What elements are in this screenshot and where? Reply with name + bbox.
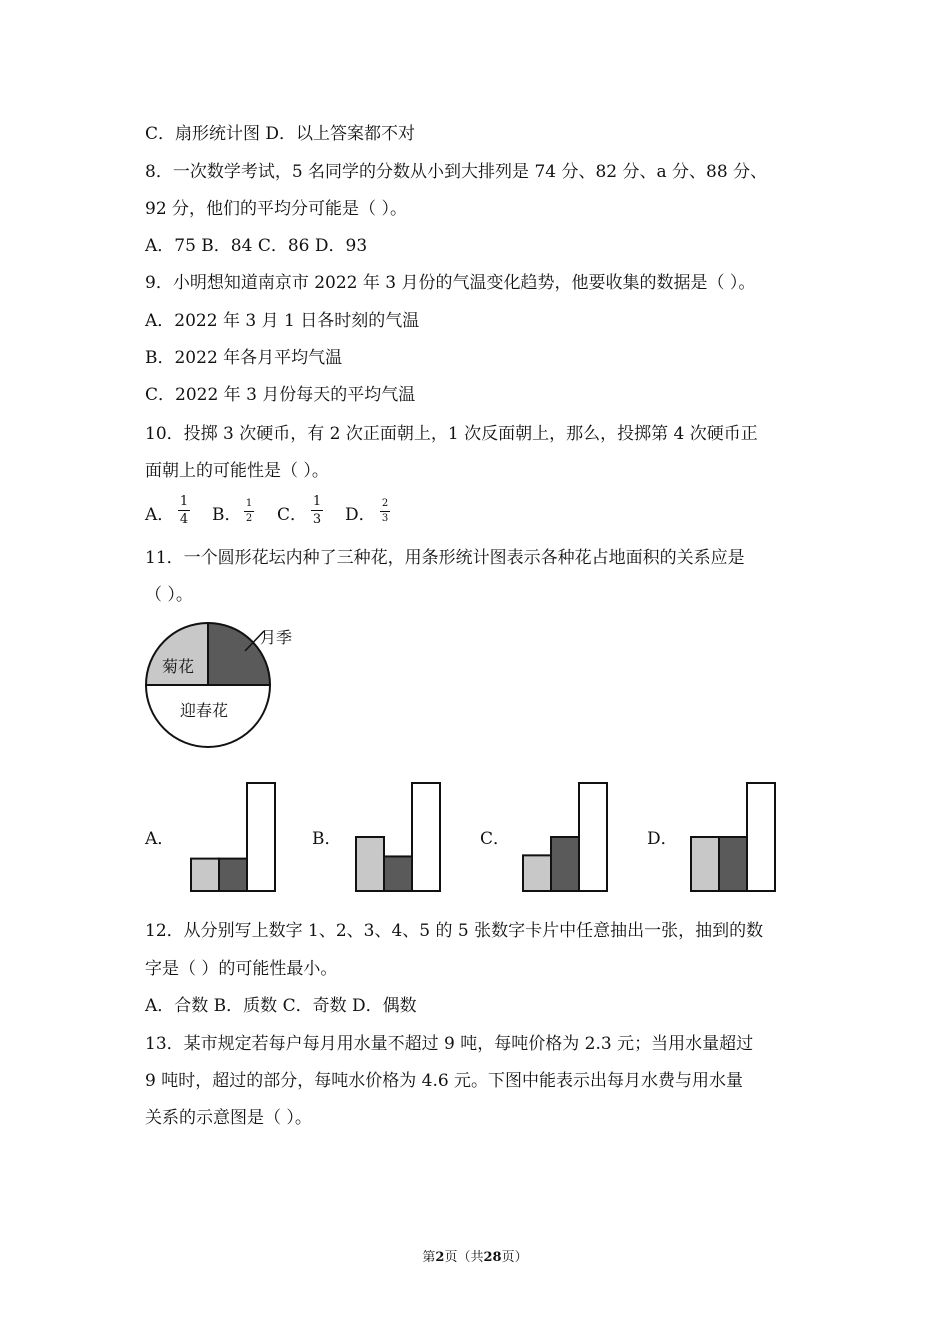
denominator: 2 <box>245 513 253 524</box>
q10-option-d-fraction <box>380 498 390 525</box>
q8-text-1: 8．一次数学考试，5 名同学的分数从小到大排列是 74 分、82 分、a 分、88 分、 <box>145 162 768 182</box>
q8-text-2: 92 分，他们的平均分可能是（ ）。 <box>145 199 407 219</box>
option-b-bar-yingchun <box>412 783 440 891</box>
option-c-bar-juhua <box>523 855 551 891</box>
q7-options-cd: C．扇形统计图 D．以上答案都不对 <box>145 124 416 144</box>
option-a-bar-yingchun <box>247 783 275 891</box>
footer-page-number: 2 <box>435 1250 445 1265</box>
option-d-bar-yingchun <box>747 783 775 891</box>
q11-option-a-chart <box>185 776 285 896</box>
q11-text-2: （ ）。 <box>145 585 193 605</box>
q11-option-c-chart <box>517 776 617 896</box>
q10-option-a-label: A． <box>145 505 175 525</box>
q11-option-b-chart <box>350 776 450 896</box>
footer-total-pages: 28 <box>483 1250 502 1265</box>
q10-text-1: 10．投掷 3 次硬币，有 2 次正面朝上，1 次反面朝上，那么，投掷第 4 次硬币正 <box>145 424 758 444</box>
flower-pie-chart <box>140 615 320 755</box>
denominator: 3 <box>381 513 389 524</box>
option-a-bar-yueji <box>219 859 247 891</box>
q8-options: A．75 B．84 C．86 D．93 <box>145 236 368 256</box>
q13-text-1: 13．某市规定若每户每月用水量不超过 9 吨，每吨价格为 2.3 元；当用水量超过 <box>145 1034 754 1054</box>
footer-prefix: 第 <box>422 1250 436 1265</box>
q12-text-1: 12．从分别写上数字 1、2、3、4、5 的 5 张数字卡片中任意抽出一张，抽到的数 <box>145 921 764 941</box>
numerator: 1 <box>245 498 253 509</box>
pie-label-yingchun: 迎春花 <box>180 701 229 720</box>
q12-options: A．合数 B．质数 C．奇数 D．偶数 <box>145 996 417 1016</box>
denominator: 3 <box>312 512 322 527</box>
q9-option-c: C．2022 年 3 月份每天的平均气温 <box>145 385 416 405</box>
option-c-bar-yingchun <box>579 783 607 891</box>
q10-option-b-label: B． <box>212 505 242 525</box>
q12-text-2: 字是（ ）的可能性最小。 <box>145 959 338 979</box>
numerator: 2 <box>381 498 389 509</box>
numerator: 1 <box>312 494 322 509</box>
q10-option-c-label: C． <box>277 505 308 525</box>
q11-text-1: 11．一个圆形花坛内种了三种花，用条形统计图表示各种花占地面积的关系应是 <box>145 548 745 568</box>
q11-option-d-chart <box>685 776 785 896</box>
q11-option-a-label: A． <box>145 829 175 849</box>
option-c-bar-yueji <box>551 837 579 891</box>
q9-text: 9．小明想知道南京市 2022 年 3 月份的气温变化趋势，他要收集的数据是（ ）。 <box>145 273 756 293</box>
option-b-bar-juhua <box>356 837 384 891</box>
q9-option-b: B．2022 年各月平均气温 <box>145 348 343 368</box>
option-b-bar-yueji <box>384 856 412 891</box>
q13-text-3: 关系的示意图是（ ）。 <box>145 1108 312 1128</box>
pie-label-juhua: 菊花 <box>162 657 195 676</box>
q11-option-d-label: D． <box>647 829 678 849</box>
page-footer <box>0 1246 950 1265</box>
numerator: 1 <box>179 494 189 509</box>
footer-middle: 页（共 <box>444 1250 484 1265</box>
q10-option-b-fraction <box>244 498 254 525</box>
q10-text-2: 面朝上的可能性是（ ）。 <box>145 461 329 481</box>
option-d-bar-juhua <box>691 837 719 891</box>
pie-label-yueji: 月季 <box>260 628 293 647</box>
q10-option-a-fraction <box>178 494 190 527</box>
q10-option-d-label: D． <box>345 505 376 525</box>
q10-option-c-fraction <box>311 494 323 527</box>
footer-suffix: 页） <box>501 1250 528 1265</box>
q9-option-a: A．2022 年 3 月 1 日各时刻的气温 <box>145 311 420 331</box>
q13-text-2: 9 吨时，超过的部分，每吨水价格为 4.6 元。下图中能表示出每月水费与用水量 <box>145 1071 744 1091</box>
option-d-bar-yueji <box>719 837 747 891</box>
q11-option-b-label: B． <box>312 829 342 849</box>
option-a-bar-juhua <box>191 859 219 891</box>
q11-option-c-label: C． <box>480 829 511 849</box>
denominator: 4 <box>179 512 189 527</box>
